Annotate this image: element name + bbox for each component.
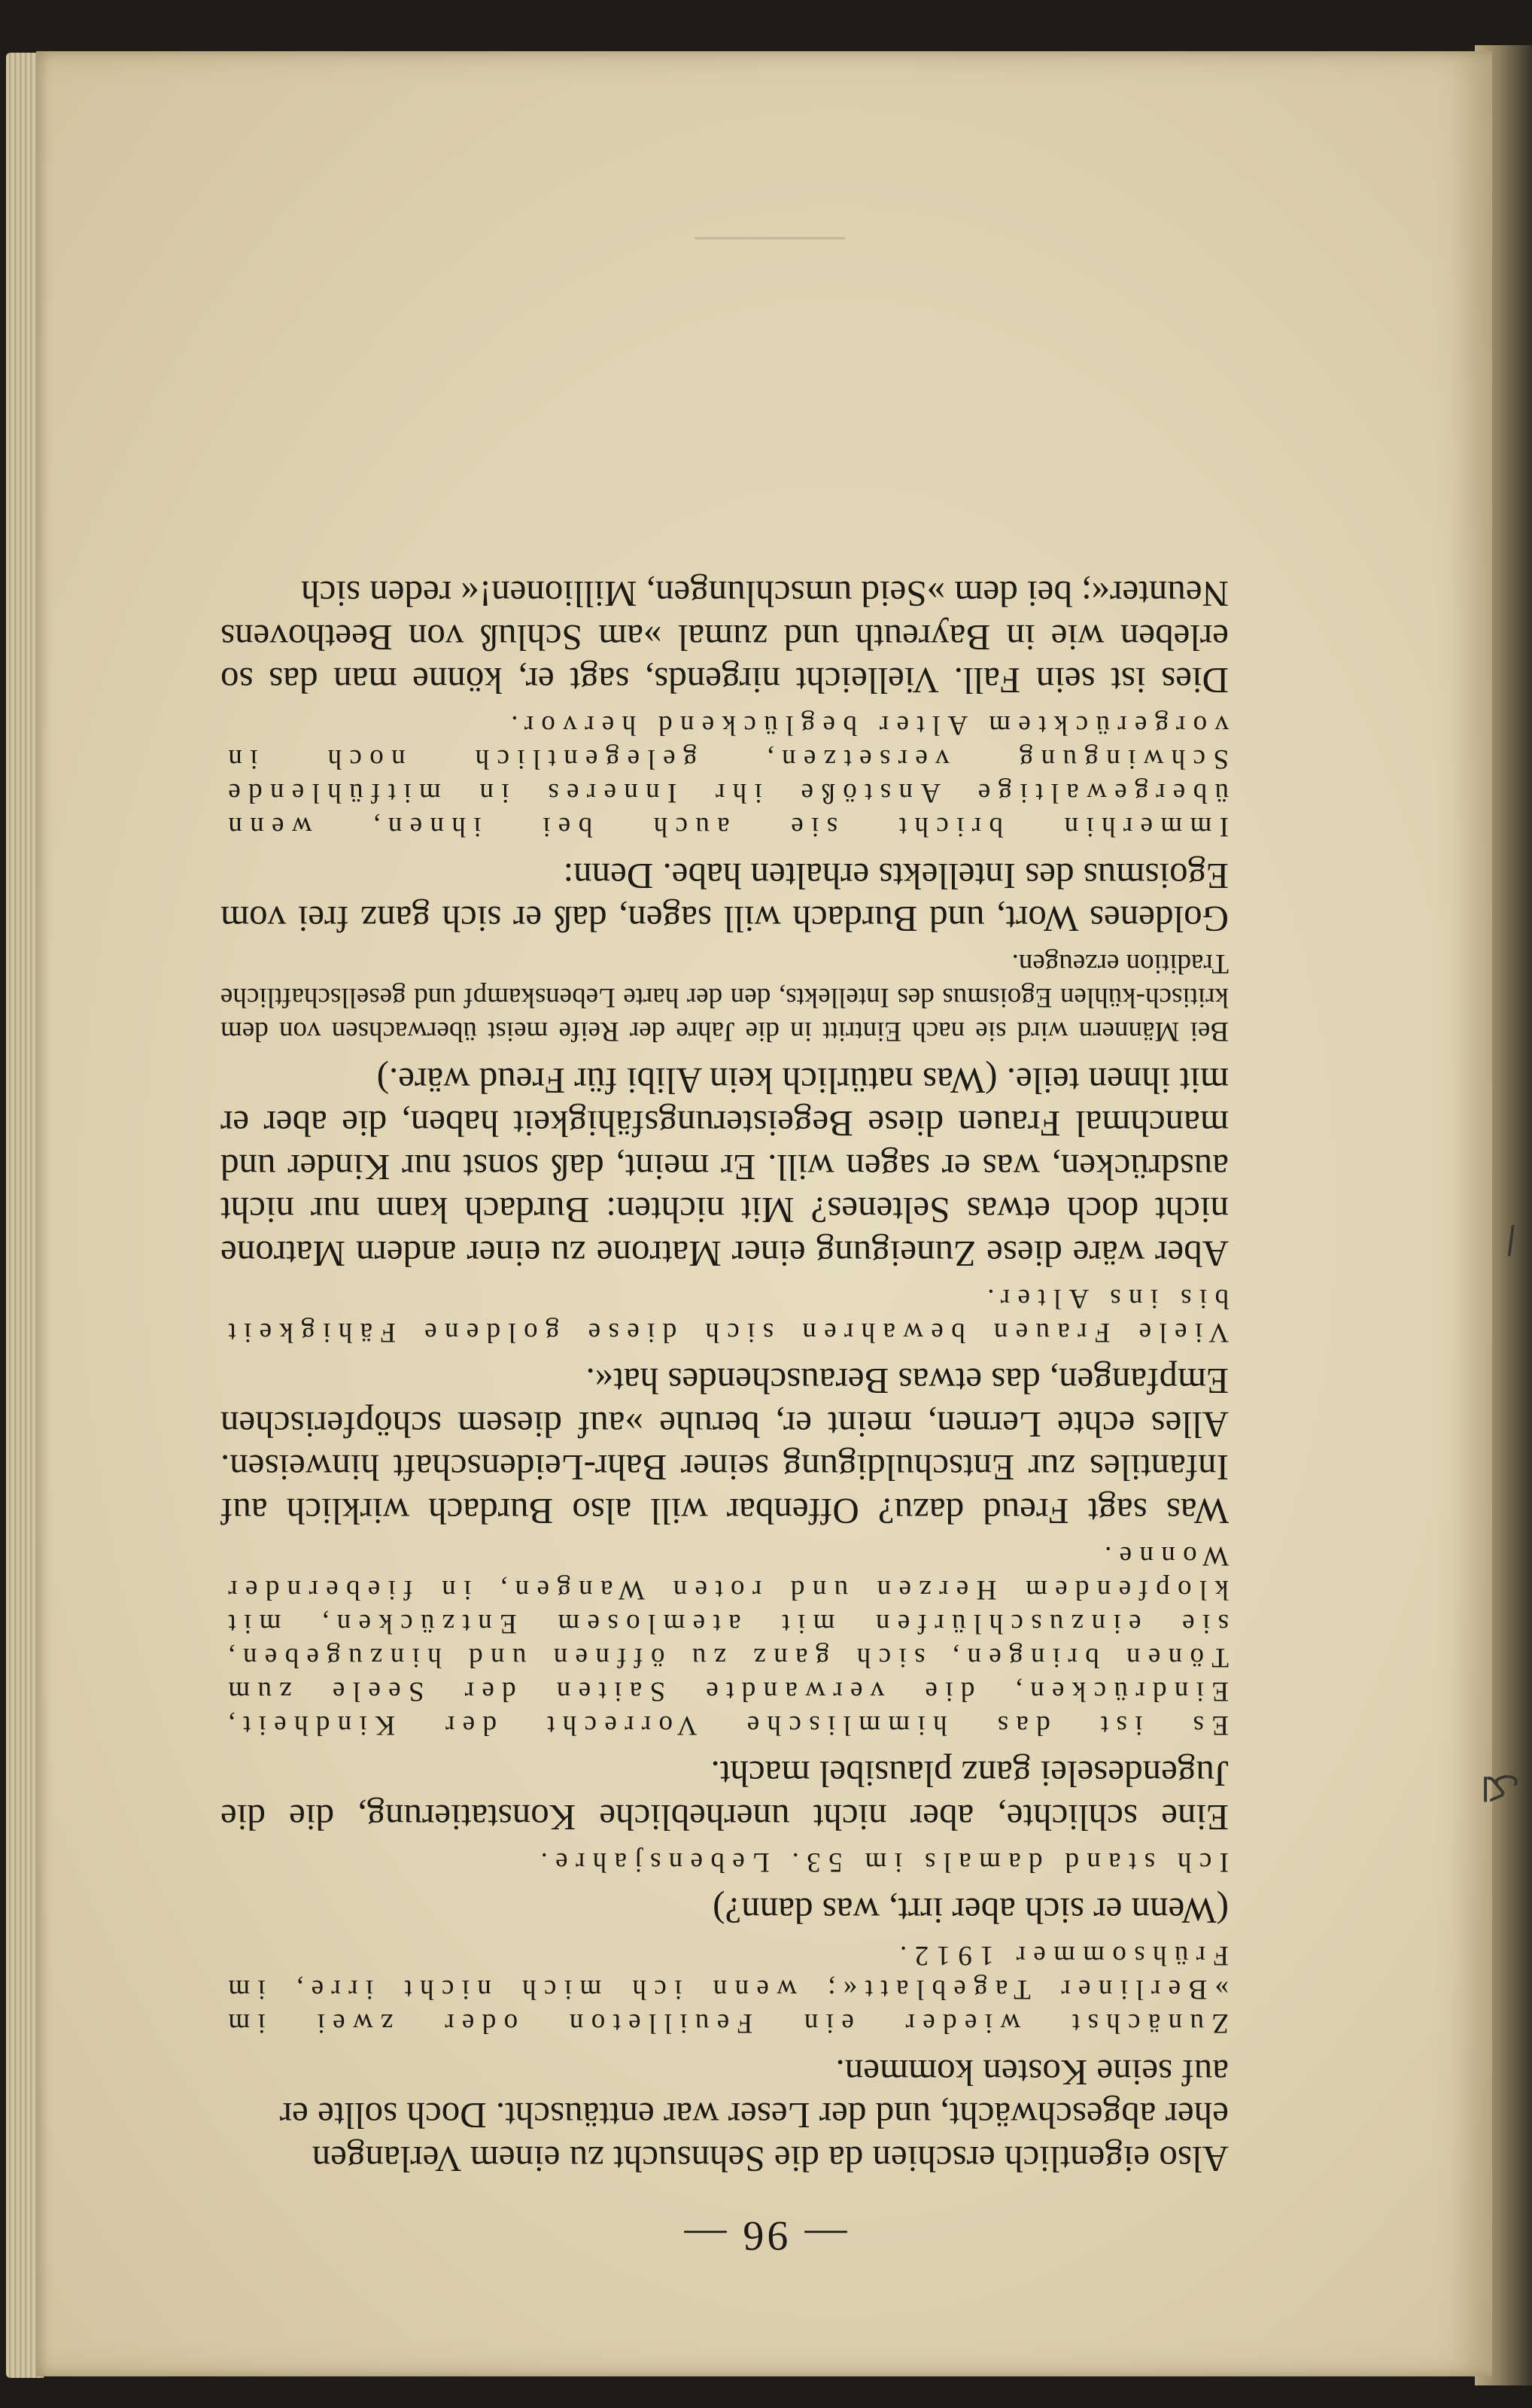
paragraph-4: Was sagt Freud dazu? Offenbar will also Burdach wirklich auf Infantiles zur Entschuldigung seiner Bahr-Leidenschaft hinweisen. Alles echte Lernen, meint er, beruhe »auf diesem schöpferischen Empfangen, das etwas Berauschendes hat«. bbox=[220, 1361, 1229, 1532]
pencil-mark-left: / bbox=[1501, 1218, 1521, 1262]
paragraph-6: Goldenes Wort, und Burdach will sagen, daß er sich ganz frei vom Egoismus des Intellekts erhalten habe. Denn: bbox=[220, 856, 1229, 941]
quote-3: Es ist das himmlische Vorrecht der Kindheit, Eindrücken, die verwandte Saiten der Seele zum Tönen bringen, sich ganz zu öffnen und hinzugeben, sie einzuschlürfen mit atemlosem Entzücken, mit klopfendem Herzen und roten Wangen, in fiebernder Wonne. bbox=[220, 1540, 1229, 1741]
page-content-rotated bbox=[36, 51, 1492, 2376]
paragraph-1-line-2: eher abgeschwächt, und der Leser war enttäuscht. Doch sollte er bbox=[279, 2095, 1229, 2137]
paragraph-1 bbox=[220, 2051, 1229, 2181]
quote-4: Viele Frauen bewahren sich diese goldene Fähigkeit bis ins Alter. bbox=[220, 1283, 1229, 1348]
paragraph-2: (Wenn er sich aber irrt, was dann?) bbox=[713, 1890, 1229, 1932]
paragraph-7: Dies ist sein Fall. Vielleicht nirgends, sagt er, könne man das so erleben wie in Bayreuth und zumal »am Schluß von Beethovens Neunter«; bei dem »Seid umschlungen, Millionen!« reden sich bbox=[220, 573, 1229, 702]
text-column bbox=[220, 573, 1229, 2181]
faint-rule bbox=[695, 237, 845, 239]
book-page bbox=[36, 51, 1492, 2376]
paragraph-1-line-1: Also eigentlich erschien da die Sehnsucht zu einem Verlangen bbox=[312, 2139, 1229, 2180]
paragraph-5: Aber wäre diese Zuneigung einer Matrone zu einer andern Matrone nicht doch etwas Seltenes? Mit nichten: Burdach kann nur nicht ausdrücken, was er sagen will. Er meint, daß sonst nur Kinder und manchmal Frauen diese Begeisterungsfähigkeit haben, die aber er mit ihnen teile. (Was natürlich kein Alibi für Freud wäre.) bbox=[220, 1060, 1229, 1275]
paragraph-1-line-3: auf seine Kosten kommen. bbox=[835, 2052, 1229, 2093]
quote-6: Immerhin bricht sie auch bei ihnen, wenn übergewaltige Anstöße ihr Inneres in mitfühlende Schwingung versetzen, gelegentlich noch in vorgerücktem Alter beglückend hervor. bbox=[220, 710, 1229, 843]
quote-2: Ich stand damals im 53. Lebensjahre. bbox=[533, 1847, 1229, 1877]
pencil-mark-right: ﺍﮏ bbox=[1481, 1768, 1520, 1807]
page-number: — 96 — bbox=[681, 2212, 847, 2259]
quote-5: Bei Männern wird sie nach Eintritt in die Jahre der Reife meist überwachsen von dem kritisch-kühlen Egoismus des Intellekts, den der harte Lebenskampf und gesellschaftliche Tradition erzeugen. bbox=[220, 948, 1229, 1047]
quote-1: Zunächst wieder ein Feuilleton oder zwei im »Berliner Tageblatt«; wenn ich mich nicht irre, im Frühsommer 1912. bbox=[220, 1940, 1229, 2039]
paragraph-3: Eine schlichte, aber nicht unerhebliche Konstatierung, die die Jugendeselei ganz plausibel macht. bbox=[220, 1753, 1229, 1838]
